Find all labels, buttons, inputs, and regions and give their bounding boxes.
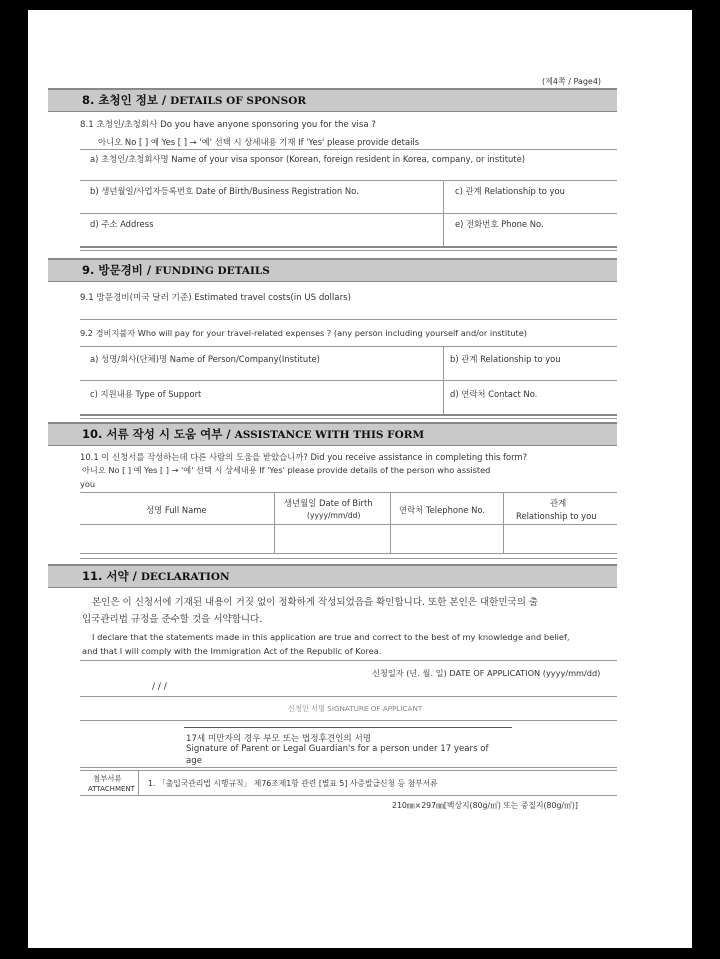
attachment-text: 1. 「출입국관리법 시행규칙」 제76조제1항 관련 [별표 5] 사증발급신청 등 첨부서류 [148, 779, 438, 788]
date-of-application-field[interactable]: / / / [152, 682, 167, 692]
section-sponsor-header [48, 88, 617, 112]
payer-name-field[interactable]: a) 성명/회사(단체)명 Name of Person/Company(Institute) [90, 354, 320, 364]
section-assistance-title-en: ASSISTANCE WITH THIS FORM [234, 429, 425, 441]
guardian-signature-ko: 17세 미만자의 경우 부모 또는 법정후견인의 서명 [186, 734, 372, 744]
payer-relationship-field[interactable]: b) 관계 Relationship to you [450, 354, 561, 364]
assistant-dob-cell[interactable] [275, 525, 390, 553]
sponsor-phone-field[interactable]: e) 전화번호 Phone No. [455, 219, 544, 229]
section-declaration-title-ko: 11. 서약 / [82, 569, 141, 583]
assistant-relationship-cell[interactable] [504, 525, 617, 553]
sponsor-question: 8.1 초청인/초청회사 Do you have anyone sponsoring you for the visa ? [80, 120, 376, 130]
guardian-signature-en-cont: age [186, 756, 203, 766]
assistance-question: 10.1 이 신청서를 작성하는데 다른 사람의 도움을 받았습니까? Did you receive assistance in completing this form? [80, 452, 528, 462]
section-funding-title-en: FUNDING DETAILS [155, 265, 270, 277]
section-sponsor-title-en: DETAILS OF SPONSOR [170, 95, 307, 107]
declaration-en-line2: and that I will comply with the Immigration Act of the Republic of Korea. [82, 646, 382, 656]
page-label: (제4쪽 / Page4) [542, 77, 602, 86]
funding-costs-field[interactable]: 9.1 방문경비(미국 달러 기준) Estimated travel costs(in US dollars) [80, 293, 351, 303]
section-assistance-header [48, 422, 617, 446]
assistant-name-cell[interactable] [80, 525, 274, 553]
sponsor-relationship-field[interactable]: c) 관계 Relationship to you [455, 186, 565, 196]
applicant-signature-field[interactable] [80, 697, 617, 719]
form-page [28, 10, 692, 948]
guardian-signature-en: Signature of Parent or Legal Guardian's for a person under 17 years of [186, 744, 489, 754]
assistance-choice-cont: you [80, 479, 96, 489]
sponsor-address-field[interactable]: d) 주소 Address [90, 219, 154, 229]
date-of-application-label: 신청일자 (년. 월. 일) DATE OF APPLICATION (yyyy/mm/dd) [372, 668, 601, 678]
section-funding-title-ko: 9. 방문경비 / [82, 263, 156, 277]
attachment-label-en: ATTACHMENT [88, 785, 135, 793]
section-declaration-header [48, 564, 617, 588]
col-relationship-1: 관계 [550, 498, 567, 508]
col-full-name: 성명 Full Name [146, 505, 207, 515]
assistant-telephone-cell[interactable] [391, 525, 503, 553]
section-declaration-title-en: DECLARATION [140, 571, 230, 583]
funding-payer-question: 9.2 경비지불자 Who will pay for your travel-related expenses ? (any person including yourself and/or institute) [80, 328, 527, 338]
section-sponsor-title-ko: 8. 초청인 정보 / [82, 93, 171, 107]
declaration-ko-line2: 입국관리법 규정을 준수할 것을 서약합니다. [82, 614, 263, 625]
col-dob-2: (yyyy/mm/dd) [307, 511, 361, 520]
payer-contact-field[interactable]: d) 연락처 Contact No. [450, 389, 538, 399]
col-dob-1: 생년월일 Date of Birth [284, 498, 373, 508]
col-telephone: 연락처 Telephone No. [399, 505, 486, 515]
assistance-choice[interactable]: 아니오 No [ ] 예 Yes [ ] → '예' 선택 시 상세내용 If 'Yes' please provide details of the person who assisted [82, 465, 491, 475]
applicant-signature-label: 신청인 서명 SIGNATURE OF APPLICANT [288, 704, 423, 713]
sponsor-dob-field[interactable]: b) 생년월일/사업자등록번호 Date of Birth/Business Registration No. [90, 186, 359, 196]
declaration-ko-line1: 본인은 이 신청서에 기재된 내용이 거짓 없이 정확하게 작성되었음을 확인합니다. 또한 본인은 대한민국의 출 [92, 597, 539, 608]
attachment-label-ko: 첨부서류 [93, 774, 122, 783]
section-assistance-title-ko: 10. 서류 작성 시 도움 여부 / [82, 427, 235, 441]
support-type-field[interactable]: c) 지원내용 Type of Support [90, 389, 202, 399]
sponsor-name-field[interactable]: a) 초청인/초청회사명 Name of your visa sponsor (Korean, foreign resident in Korea, company, or institute) [90, 154, 525, 164]
col-relationship-2: Relationship to you [516, 511, 597, 521]
section-funding-header [48, 258, 617, 282]
declaration-en-line1: I declare that the statements made in this application are true and correct to the best of my knowledge and belief, [92, 632, 570, 642]
paper-spec-footer: 210㎜×297㎜[백상지(80g/㎡) 또는 중질지(80g/㎡)] [392, 801, 578, 810]
sponsor-choice[interactable]: 아니오 No [ ] 예 Yes [ ] → '예' 선택 시 상세내용 기재 If 'Yes' please provide details [98, 137, 420, 147]
